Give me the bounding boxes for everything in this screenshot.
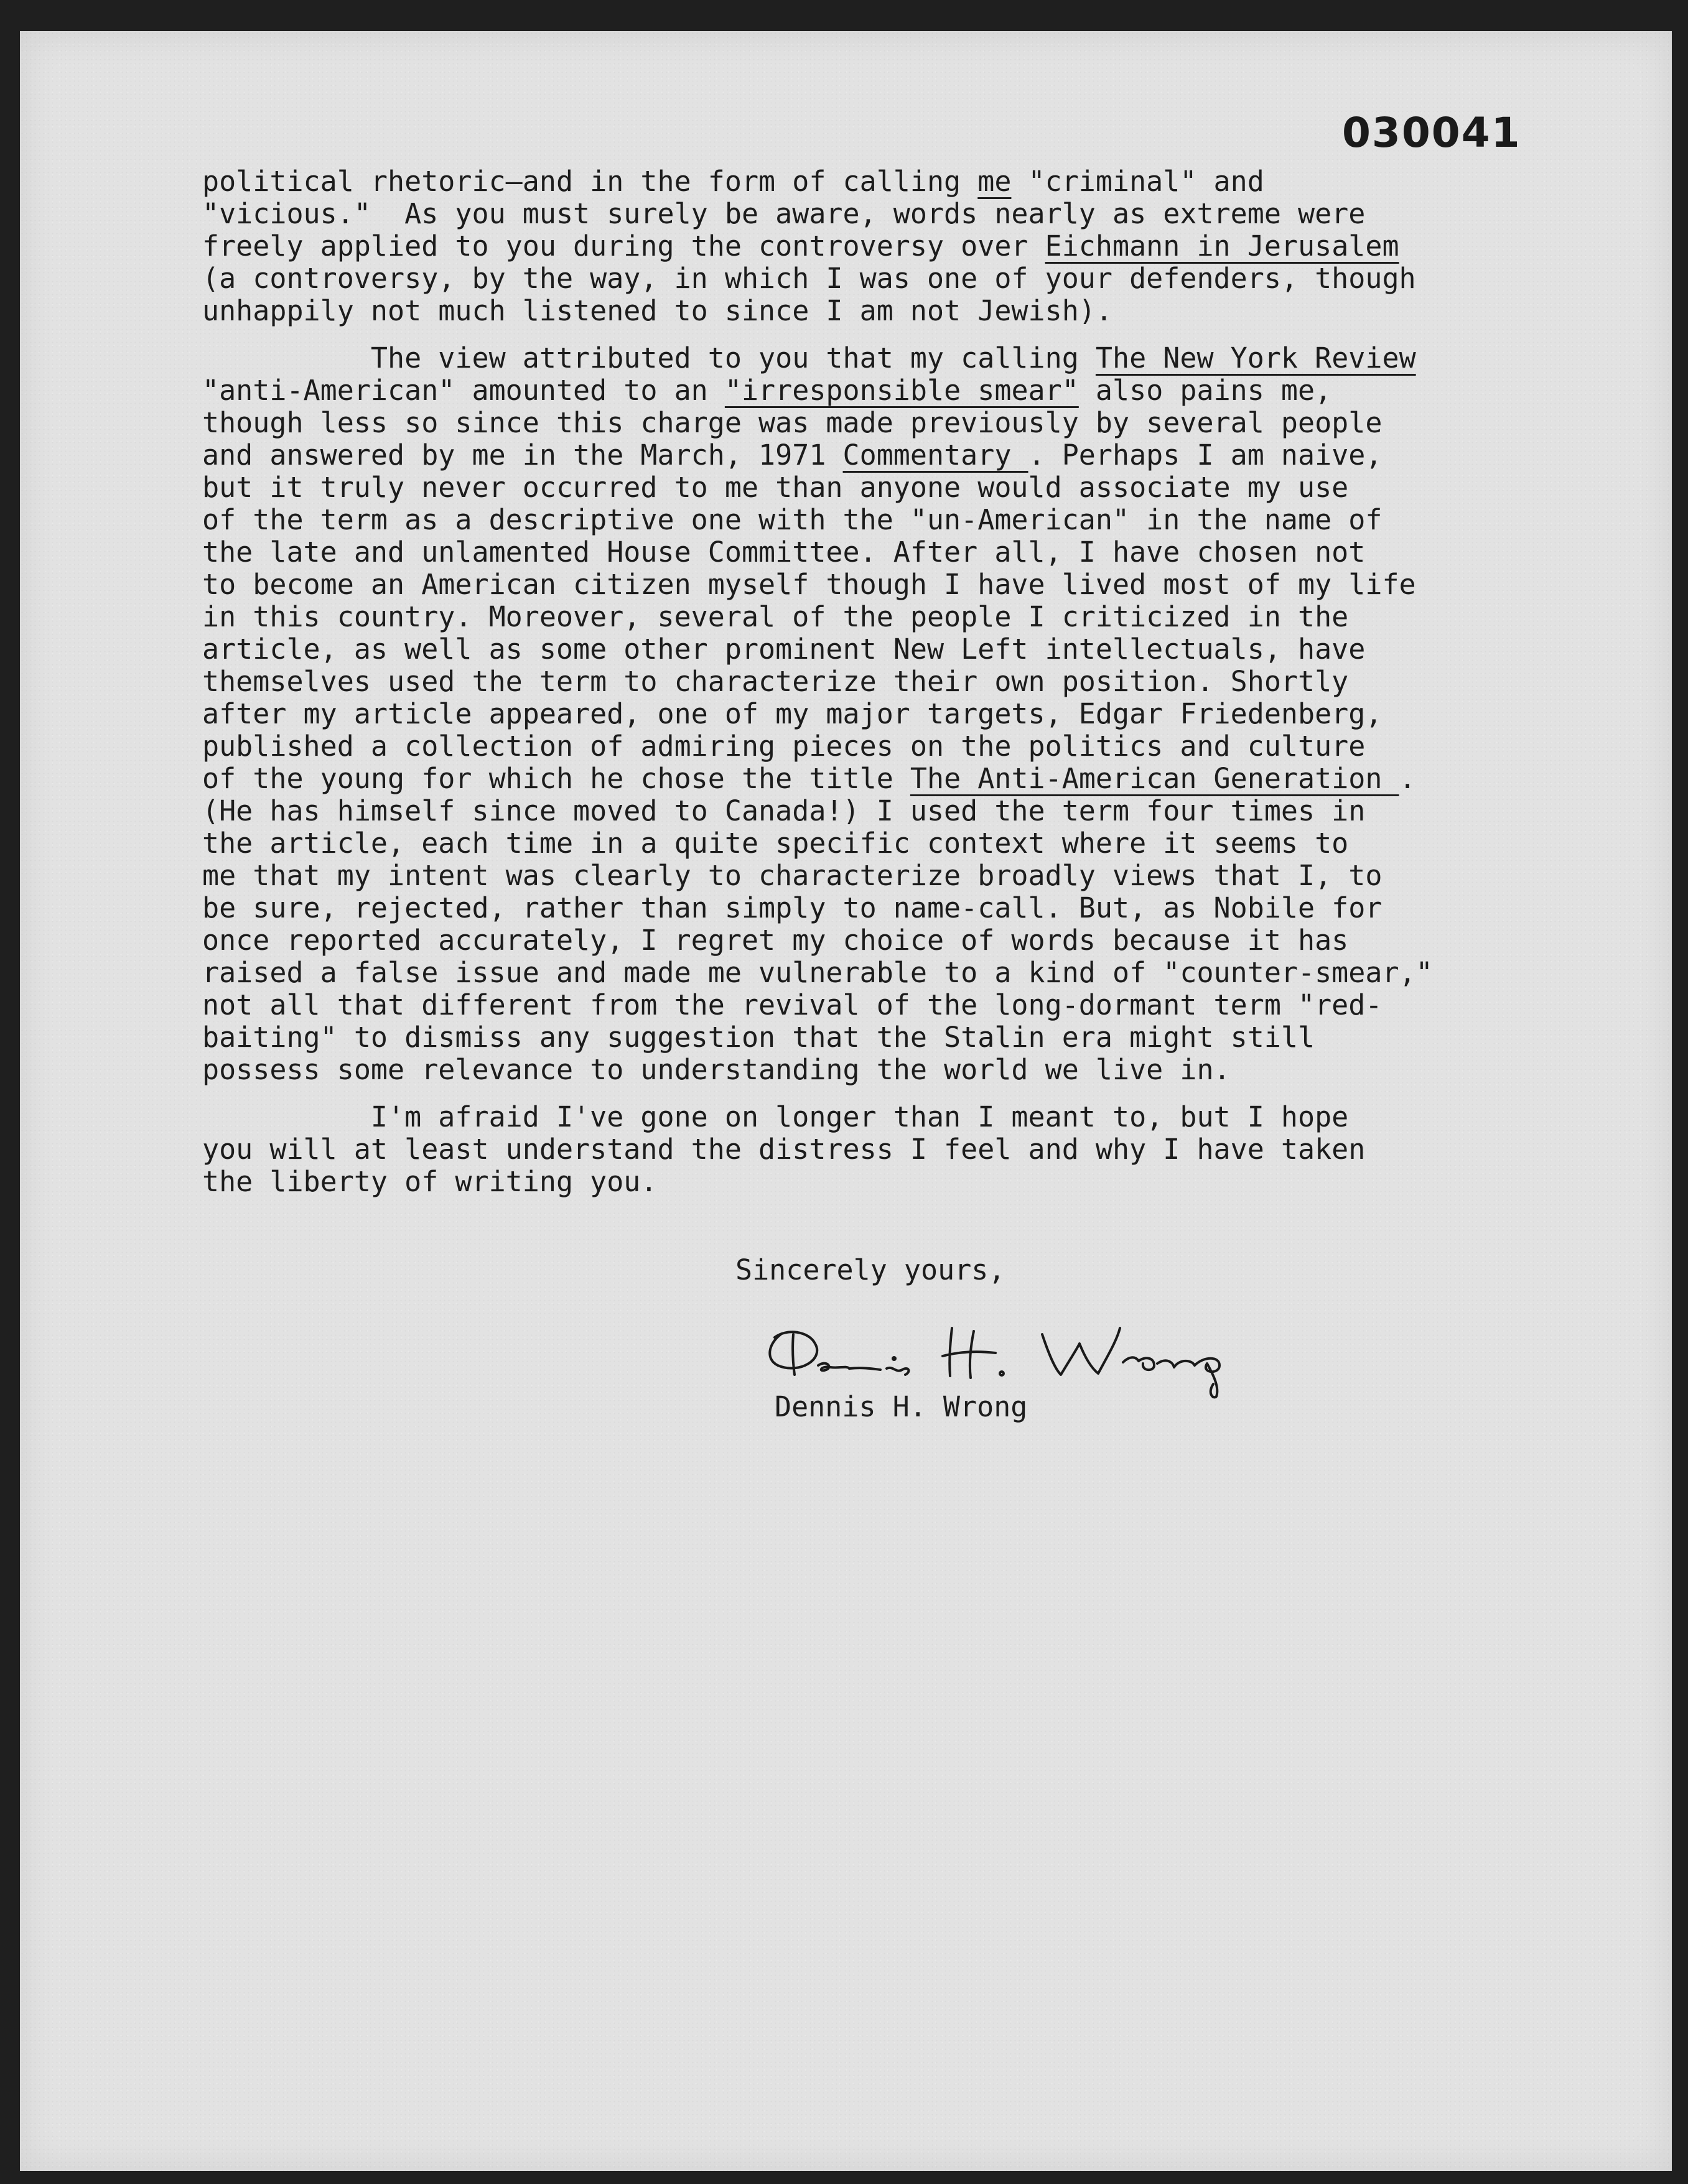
text-line	[202, 1054, 1633, 1086]
text-line	[202, 666, 1633, 698]
text-line	[202, 601, 1633, 633]
text-run: not all that different from the revival of the long-dormant term "red-	[202, 988, 1383, 1021]
text-run: article, as well as some other prominent New Left intellectuals, have	[202, 633, 1366, 666]
text-line	[202, 230, 1633, 263]
text-line	[202, 633, 1633, 666]
paragraph-gap	[202, 1086, 1633, 1101]
text-run: once reported accurately, I regret my choice of words because it has	[202, 924, 1349, 957]
text-run: I'm afraid I've gone on longer than I meant to, but I hope	[202, 1100, 1349, 1133]
text-run: .	[1399, 762, 1416, 795]
text-run: baiting" to dismiss any suggestion that the Stalin era might still	[202, 1021, 1315, 1054]
text-line	[202, 407, 1633, 439]
handwritten-signature	[756, 1306, 1247, 1400]
text-run: the article, each time in a quite specific context where it seems to	[202, 827, 1349, 860]
text-run: me that my intent was clearly to characterize broadly views that I, to	[202, 859, 1383, 892]
text-run: also pains me,	[1078, 374, 1332, 407]
text-line	[202, 827, 1633, 860]
text-line	[202, 795, 1633, 827]
text-run: raised a false issue and made me vulnerable to a kind of "counter-smear,"	[202, 956, 1433, 989]
text-run: and answered by me in the March, 1971	[202, 439, 843, 472]
text-line	[202, 860, 1633, 892]
text-line	[202, 374, 1633, 407]
text-run: freely applied to you during the controversy over	[202, 230, 1045, 263]
text-line	[202, 1133, 1633, 1166]
text-line	[202, 342, 1633, 374]
underlined-title: The New York Review	[1095, 342, 1416, 374]
text-run: unhappily not much listened to since I am not Jewish).	[202, 294, 1112, 327]
text-run: to become an American citizen myself though I have lived most of my life	[202, 568, 1416, 601]
text-run: possess some relevance to understanding the world we live in.	[202, 1053, 1231, 1086]
underlined-title: Commentary	[842, 439, 1028, 472]
text-run: you will at least understand the distress I feel and why I have taken	[202, 1133, 1366, 1166]
underlined-title: me	[977, 165, 1012, 198]
text-run: though less so since this charge was made previously by several people	[202, 406, 1383, 439]
text-line	[202, 763, 1633, 795]
underlined-title: Eichmann in Jerusalem	[1045, 230, 1399, 263]
text-line	[202, 1021, 1633, 1054]
text-line	[202, 504, 1633, 536]
text-line	[202, 439, 1633, 472]
text-run: of the young for which he chose the title	[202, 762, 910, 795]
closing-salutation: Sincerely yours,	[735, 1253, 1005, 1286]
text-run: but it truly never occurred to me than anyone would associate my use	[202, 471, 1349, 504]
letter-body	[202, 165, 1633, 1198]
text-run: after my article appeared, one of my major targets, Edgar Friedenberg,	[202, 697, 1383, 730]
text-run: . Perhaps I am naive,	[1028, 439, 1383, 472]
text-run: "anti-American" amounted to an	[202, 374, 725, 407]
text-run: the late and unlamented House Committee. After all, I have chosen not	[202, 536, 1366, 569]
text-line	[202, 957, 1633, 989]
text-line	[202, 295, 1633, 327]
text-line	[202, 1166, 1633, 1198]
text-line	[202, 892, 1633, 924]
text-line	[202, 730, 1633, 763]
text-line	[202, 569, 1633, 601]
text-line	[202, 536, 1633, 569]
text-run: of the term as a descriptive one with the "un-American" in the name of	[202, 503, 1383, 536]
text-run: be sure, rejected, rather than simply to name-call. But, as Nobile for	[202, 891, 1383, 924]
text-run: themselves used the term to characterize their own position. Shortly	[202, 665, 1349, 698]
text-run: (a controversy, by the way, in which I was one of your defenders, though	[202, 262, 1416, 295]
text-run: "criminal" and	[1011, 165, 1264, 198]
text-line	[202, 165, 1633, 198]
text-run: "vicious." As you must surely be aware, words nearly as extreme were	[202, 197, 1366, 230]
text-run: in this country. Moreover, several of the people I criticized in the	[202, 600, 1349, 633]
paragraph-gap	[202, 327, 1633, 342]
underlined-title: The Anti-American Generation	[910, 762, 1399, 795]
text-run: published a collection of admiring pieces on the politics and culture	[202, 730, 1366, 763]
text-run: political rhetoric—and in the form of calling	[202, 165, 978, 198]
text-line	[202, 472, 1633, 504]
text-line	[202, 698, 1633, 730]
text-line	[202, 924, 1633, 957]
text-run: (He has himself since moved to Canada!) I used the term four times in	[202, 794, 1366, 827]
archive-stamp-number: 030041	[1342, 109, 1521, 157]
text-line	[202, 263, 1633, 295]
text-run: The view attributed to you that my calling	[202, 342, 1096, 374]
text-run: the liberty of writing you.	[202, 1165, 658, 1198]
text-line	[202, 1101, 1633, 1133]
signer-name: Dennis H. Wrong	[775, 1390, 1028, 1423]
text-line	[202, 198, 1633, 230]
underlined-title: "irresponsible smear"	[724, 374, 1079, 407]
text-line	[202, 989, 1633, 1021]
